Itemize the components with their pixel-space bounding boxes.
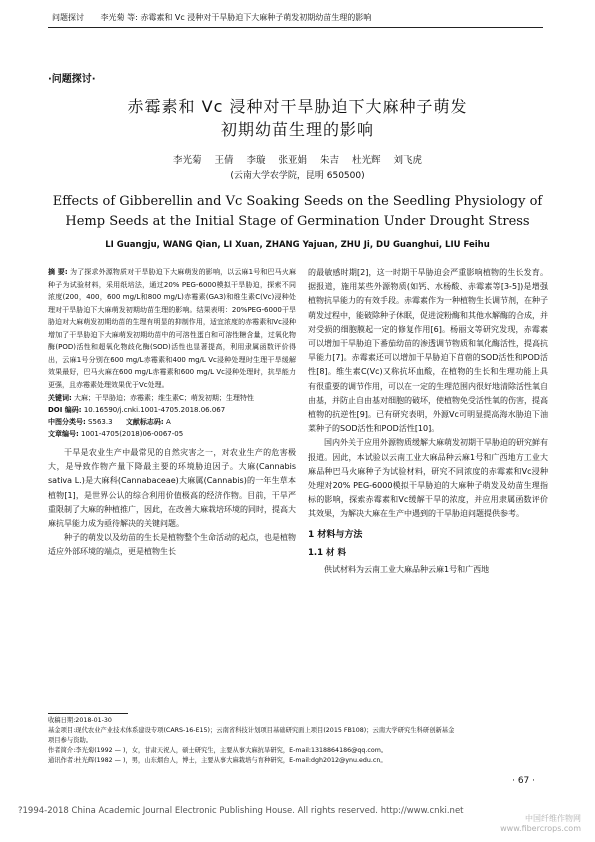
keywords-text: 大麻；干旱胁迫；赤霉素；维生素C；萌发初期；生理特性 xyxy=(74,394,254,402)
body-paragraph: 供试材料为云南工业大麻品种云麻1号和广西地 xyxy=(324,564,490,574)
article-no-value: 1001-4705(2018)06-0067-05 xyxy=(81,430,184,438)
watermark-cn: 中国纤维作物网 xyxy=(525,814,581,823)
abstract-label: 摘 要: xyxy=(48,268,68,276)
abstract-text: 为了探求外源物质对干旱胁迫下大麻萌发的影响，以云麻1号和巴马火麻种子为试验材料，采用纸培法，通过20% PEG-6000模拟干旱胁迫，探索不同浓度(200，400，600 mg/L和800 mg/L)赤霉素(GA3)和维生素C(Vc)浸种处理对干旱胁迫下大麻萌发初期幼苗生理的影响。结果表明：20%PEG-6000干旱胁迫对大麻萌发初期幼苗的生理有明显的抑制作用，适宜浓度的赤霉素和Vc浸种增加了干旱胁迫下大麻萌发初期幼苗中的可溶性蛋白和可溶性糖含量，过氧化物酶(POD)活性和超氧化物歧化酶(SOD)活性也显著提高，利用隶属函数评价得出，云麻1号分别在600 mg/L赤霉素和400 mg/L Vc浸种处理时生理干旱缓解效果最好，巴马火麻在600 mg/L赤霉素和600 mg/L Vc浸种处理时，抗旱能力更强，且赤霉素处理效果优于Vc处理。 xyxy=(48,268,296,389)
title-cn-line1: 赤霉素和 Vc 浸种对干旱胁迫下大麻种子萌发 xyxy=(127,97,468,116)
authors-en: LI Guangju, WANG Qian, LI Xuan, ZHANG Yajuan, ZHU Ji, DU Guanghui, LIU Feihu xyxy=(105,240,490,250)
footnote-author: 作者简介:李光菊(1992 — )，女，甘肃天祝人，硕士研究生，主要从事大麻抗旱研究，E-mail:1318864186@qq.com。 xyxy=(48,747,388,754)
doc-code-label: 文献标志码: xyxy=(125,418,164,426)
doi-value: 10.16590/j.cnki.1001-4705.2018.06.067 xyxy=(83,406,226,414)
doi-line xyxy=(48,404,296,416)
right-column xyxy=(308,266,548,577)
running-header-citation: 李光菊 等: 赤霉素和 Vc 浸种对干旱胁迫下大麻种子萌发初期幼苗生理的影响 xyxy=(100,13,372,22)
running-header-column: 问题探讨 xyxy=(52,13,84,22)
abstract xyxy=(48,266,296,391)
subsection-heading: 1.1 材 料 xyxy=(308,547,346,558)
header-divider xyxy=(48,27,543,28)
copyright-notice: ?1994-2018 China Academic Journal Electronic Publishing House. All rights reserved. http://www.cnki.net xyxy=(18,806,464,816)
keywords xyxy=(48,392,296,404)
clc-label: 中图分类号: xyxy=(48,418,86,426)
body-paragraph: 的最敏感时期[2]，这一时期干旱胁迫会严重影响植物的生长发育。据报道，施用某些外源物质(如钙、水杨酸、赤霉素等[3-5])是增强植物抗旱能力的有效手段。赤霉素作为一种植物生长调节剂，在种子萌发过程中，能破除种子休眠，促进淀粉酶和其他水解酶的合成，并对受损的细胞膜起一定的修复作用[6]。杨丽文等研究发现，赤霉素可以增加干旱胁迫下番茄幼苗的渗透调节物质和氧化酶活性，提高抗旱能力[7]。赤霉素还可以增加干旱胁迫下苜蓿的SOD活性和POD活性[8]。维生素C(Vc)又称抗坏血酸，在植物的生长和生理功能上具有很重要的调节作用，可以在一定的生理范围内很好地清除活性氧自由基，并防止自由基对细胞的破坏，使植物免受活性氧的伤害，提高植物的抗逆性[9]。已有研究表明，外源Vc可明显提高海水胁迫下油菜种子的SOD活性和POD活性[10]。 xyxy=(308,268,548,434)
doi-label: DOI 编码: xyxy=(48,406,82,414)
title-en-line1: Effects of Gibberellin and Vc Soaking Seeds on the Seedling Physiology of xyxy=(52,194,543,209)
clc-line xyxy=(48,416,296,428)
footnotes xyxy=(48,716,548,766)
keywords-label: 关键词: xyxy=(48,394,72,402)
footnote-divider xyxy=(48,713,128,714)
footnote-corresponding: 通讯作者:杜光辉(1982 — )，男，山东烟台人，博士，主要从事大麻栽培与育种研究，E-mail:dgh2012@ynu.edu.cn。 xyxy=(48,757,387,764)
body-paragraph: 种子的萌发以及幼苗的生长是植物整个生命活动的起点，也是植物适应外部环境的端点，更是植物生长 xyxy=(48,533,296,557)
footnote-received: 收稿日期:2018-01-30 xyxy=(48,717,112,724)
footnote-funding-cont: 项目参与资助。 xyxy=(48,737,93,744)
doc-code-value: A xyxy=(165,418,171,426)
body-paragraph: 干旱是农业生产中最常见的自然灾害之一，对农业生产的危害极大，是导致作物产量下降最主要的环境胁迫因子。大麻(Cannabis sativa L.)是大麻科(Cannabaceae)大麻属(Cannabis)的一年生草本植物[1]，是世界公认的综合利用价值极高的经济作物。目前，干旱严重限制了大麻的种植推广，因此，在改善大麻栽培环境的同时，提高大麻抗旱能力成为亟待解决的关键问题。 xyxy=(48,448,296,529)
column-tag: ·问题探讨· xyxy=(48,74,96,85)
watermark-url: www.fibercrops.com xyxy=(500,824,581,833)
section-heading: 1 材料与方法 xyxy=(308,529,363,540)
page-number: · 67 · xyxy=(512,776,535,786)
footnote-funding: 基金项目:现代农业产业技术体系建设专项(CARS-16-E15)；云南省科技计划项目基础研究面上项目(2015 FB108)；云南大学研究生科研创新基金 xyxy=(48,727,455,734)
title-en-line2: Hemp Seeds at the Initial Stage of Germination Under Drought Stress xyxy=(65,214,530,229)
authors-cn: 李光菊 王倩 李璇 张亚娟 朱吉 杜光辉 刘飞虎 xyxy=(172,155,423,166)
clc-value: S563.3 xyxy=(88,418,113,426)
article-no-label: 文章编号: xyxy=(48,430,79,438)
watermark xyxy=(431,814,581,834)
affiliation-cn: (云南大学农学院，昆明 650500) xyxy=(230,171,365,181)
body-paragraph: 国内外关于应用外源物质缓解大麻萌发初期干旱胁迫的研究鲜有报道。因此，本试验以云南工业大麻品种云麻1号和广西地方工业大麻品种巴马火麻种子为试验材料，研究不同浓度的赤霉素和Vc浸种处理对20% PEG-6000模拟干旱胁迫的大麻种子萌发及幼苗生理指标的影响，探索赤霉素和Vc缓解干旱的浓度，并应用隶属函数评价其效果，为解决大麻在生产中遇到的干旱胁迫问题提供参考。 xyxy=(308,438,548,519)
article-no-line xyxy=(48,428,296,440)
left-column xyxy=(48,266,296,560)
title-cn-line2: 初期幼苗生理的影响 xyxy=(220,120,374,139)
running-header xyxy=(52,12,552,23)
